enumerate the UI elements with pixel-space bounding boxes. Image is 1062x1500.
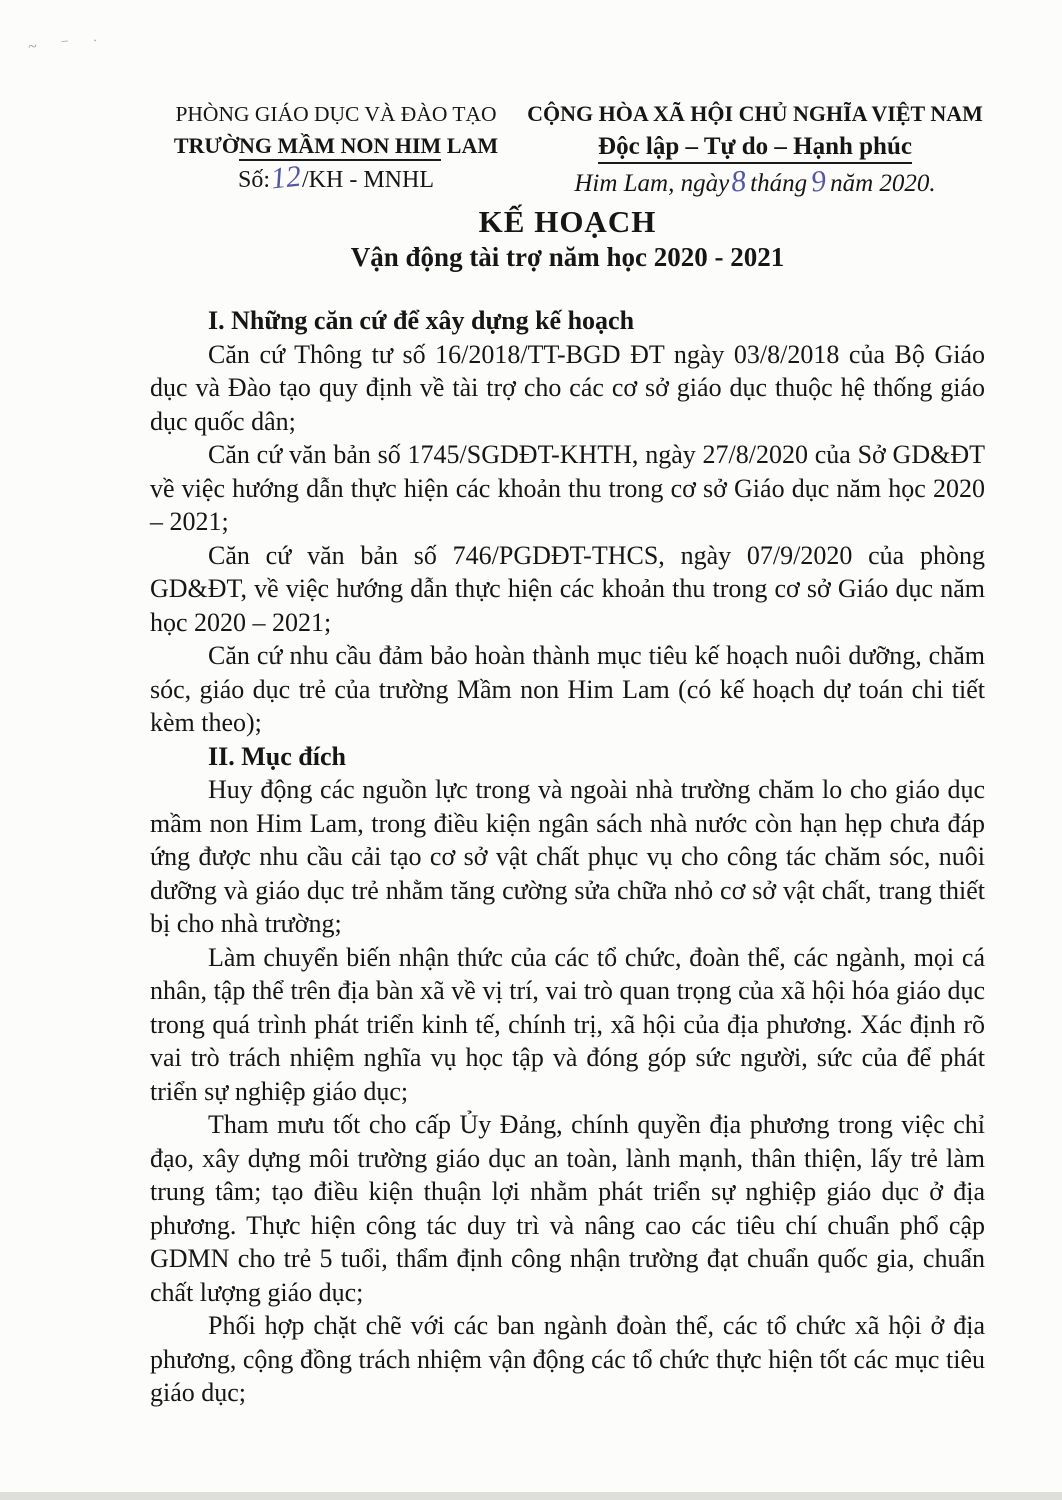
section-heading-1: I. Những căn cứ để xây dựng kế hoạch <box>208 306 635 335</box>
national-motto: Độc lập – Tự do – Hạnh phúc <box>520 131 990 164</box>
document-number-suffix: /KH - MNHL <box>302 167 434 193</box>
date-line <box>520 164 990 200</box>
paragraph: Căn cứ văn bản số 1745/SGDĐT-KHTH, ngày 27/8/2020 của Sở GD&ĐT về việc hướng dẫn thực hiện các khoản thu trong cơ sở Giáo dục năm học 2020 – 2021; <box>150 440 985 536</box>
date-prefix: Him Lam, ngày <box>574 170 730 197</box>
document-body <box>150 304 985 1410</box>
org-school-name-pre: TRƯỜ <box>173 133 240 158</box>
paragraph: Tham mưu tốt cho cấp Ủy Đảng, chính quyền địa phương trong việc chỉ đạo, xây dựng môi trường giáo dục an toàn, lành mạnh, thân thiện, lấy trẻ làm trung tâm; tạo điều kiện thuận lợi nhằm phát triển sự nghiệp giáo dục ở địa phương. Thực hiện công tác duy trì và nâng cao các tiêu chí chuẩn phổ cập GDMN cho trẻ 5 tuổi, thẩm định công nhận trường đạt chuẩn quốc gia, chuẩn chất lượng giáo dục; <box>150 1110 985 1307</box>
date-suffix: năm 2020. <box>830 170 936 197</box>
document-number-label: Số: <box>237 167 270 193</box>
document-number-line <box>160 159 512 196</box>
issuing-org-block <box>160 98 512 200</box>
pencil-marks: ~ ⁻ ˑ <box>27 33 109 56</box>
document-title-block <box>150 204 985 273</box>
org-school-name-underlined: NG MẦM NON HIM <box>239 133 441 161</box>
document-header <box>0 0 1062 200</box>
national-motto-block <box>520 98 990 200</box>
date-month-handwritten: 9 <box>809 164 828 199</box>
paragraph: Huy động các nguồn lực trong và ngoài nhà trường chăm lo cho giáo dục mầm non Him Lam, trong điều kiện ngân sách nhà nước còn hạn hẹp chưa đáp ứng được nhu cầu cải tạo cơ sở vật chất phục vụ cho công tác chăm sóc, nuôi dưỡng và giáo dục trẻ nhằm tăng cường sửa chữa nhỏ cơ sở vật chất, trang thiết bị cho nhà trường; <box>150 775 985 938</box>
date-day-handwritten: 8 <box>729 164 748 199</box>
document-title: KẾ HOẠCH <box>478 204 657 239</box>
document-subtitle: Vận động tài trợ năm học 2020 - 2021 <box>350 242 785 272</box>
scanner-edge-band <box>0 1492 1062 1500</box>
date-between: tháng <box>750 170 808 197</box>
org-parent-name: PHÒNG GIÁO DỤC VÀ ĐÀO TẠO <box>175 102 497 126</box>
paragraph: Căn cứ Thông tư số 16/2018/TT-BGD ĐT ngày 03/8/2018 của Bộ Giáo dục và Đào tạo quy định về tài trợ cho các cơ sở giáo dục thuộc hệ thống giáo dục quốc dân; <box>150 339 985 436</box>
national-title: CỘNG HÒA XÃ HỘI CHỦ NGHĨA VIỆT NAM <box>527 101 983 126</box>
document-number-handwritten: 12 <box>269 159 303 196</box>
paragraph: Căn cứ nhu cầu đảm bảo hoàn thành mục tiêu kế hoạch nuôi dưỡng, chăm sóc, giáo dục trẻ của trường Mầm non Him Lam (có kế hoạch dự toán chi tiết kèm theo); <box>150 641 985 737</box>
paragraph: Căn cứ văn bản số 746/PGDĐT-THCS, ngày 07/9/2020 của phòng GD&ĐT, về việc hướng dẫn thực hiện các khoản thu trong cơ sở Giáo dục năm học 2020 – 2021; <box>150 540 985 637</box>
org-school-name <box>160 130 512 162</box>
section-heading-2: II. Mục đích <box>208 741 346 771</box>
paragraph: Phối hợp chặt chẽ với các ban ngành đoàn thể, các tổ chức xã hội ở địa phương, cộng đồng trách nhiệm vận động các tổ chức thực hiện tốt các mục tiêu giáo dục; <box>150 1311 985 1407</box>
paragraph: Làm chuyển biến nhận thức của các tổ chức, đoàn thể, các ngành, mọi cá nhân, tập thể trên địa bàn xã về vị trí, vai trò quan trọng của xã hội hóa giáo dục trong quá trình phát triển kinh tế, chính trị, xã hội của địa phương. Xác định rõ vai trò trách nhiệm nghĩa vụ học tập và đóng góp sức người, sức của để phát triển sự nghiệp giáo dục; <box>150 942 985 1106</box>
org-school-name-post: LAM <box>441 133 499 158</box>
